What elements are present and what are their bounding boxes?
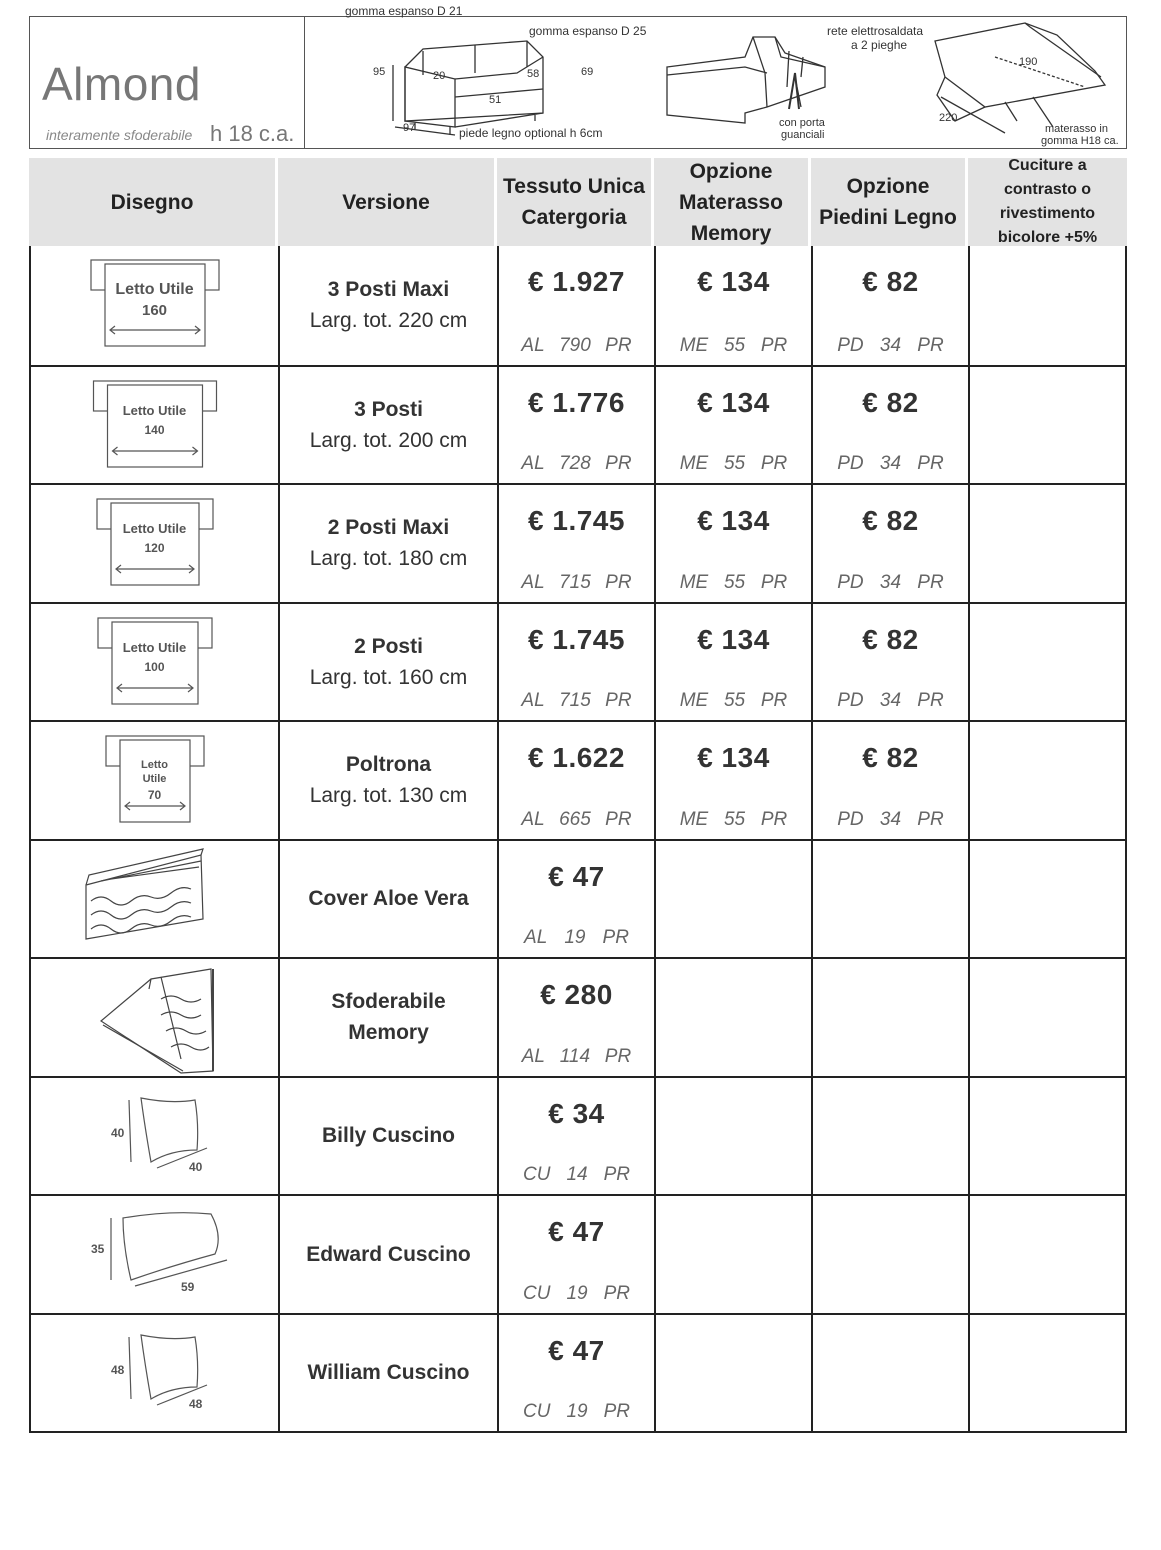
code-suffix: PR — [603, 1401, 630, 1422]
wood-feet-cell — [813, 246, 970, 365]
memory-mattress-cell — [656, 246, 813, 365]
code-number: 34 — [879, 690, 902, 711]
code-suffix: PR — [604, 1045, 632, 1067]
code-number: 19 — [566, 1401, 588, 1422]
version-width: Larg. tot. 200 cm — [309, 428, 468, 452]
label-net-folds: a 2 pieghe — [851, 38, 908, 52]
code-number: 55 — [723, 571, 746, 593]
version-name: Poltrona — [345, 753, 432, 777]
price-table — [29, 158, 1127, 1433]
version-name: Billy Cuscino — [321, 1124, 456, 1148]
drawing-cell — [31, 1315, 280, 1432]
product-header — [29, 4, 1127, 149]
table-row — [31, 365, 1125, 484]
table-row — [31, 1076, 1125, 1195]
version-width: Larg. tot. 160 cm — [309, 665, 468, 689]
code-prefix: ME — [679, 453, 709, 474]
code-number: 114 — [559, 1045, 591, 1067]
brand-height-note: h 18 c.a. — [210, 121, 295, 146]
version-name: William Cuscino — [307, 1361, 470, 1385]
memory-mattress-cell — [656, 722, 813, 839]
contrast-stitching-cell — [970, 1196, 1125, 1313]
memory-code — [656, 572, 811, 594]
memory-mattress-cell — [656, 367, 813, 484]
version-width: Larg. tot. 220 cm — [309, 309, 468, 333]
code-prefix: AL — [521, 1045, 545, 1067]
fabric-price: € 1.745 — [528, 623, 625, 655]
code-suffix: PR — [602, 927, 629, 948]
memory-price: € 134 — [697, 386, 770, 418]
table-row — [31, 720, 1125, 839]
code-suffix: PR — [603, 1282, 630, 1304]
feet-price: € 82 — [862, 266, 919, 297]
version-block — [280, 841, 497, 958]
dim-190: 190 — [1019, 56, 1038, 68]
fabric-price-cell — [499, 1196, 656, 1313]
dim-97: 97 — [403, 122, 416, 134]
bed-size: 100 — [144, 659, 165, 674]
fabric-price-cell — [499, 959, 656, 1076]
code-number: 715 — [559, 571, 591, 593]
dim-58: 58 — [527, 68, 540, 80]
version-cell — [280, 485, 499, 602]
version-cell — [280, 959, 499, 1076]
fabric-code — [499, 453, 654, 475]
bed-label: Letto Utile — [141, 759, 168, 785]
product-drawing — [31, 485, 278, 602]
contrast-stitching-cell — [970, 1315, 1125, 1432]
fabric-code — [499, 1046, 654, 1068]
dim-69: 69 — [581, 66, 594, 78]
feet-code — [813, 809, 968, 831]
product-drawing — [31, 841, 278, 958]
drawing-cell — [31, 1078, 280, 1195]
version-cell — [280, 841, 499, 958]
drawing-cell — [31, 1196, 280, 1313]
pillow-dim-width: 48 — [189, 1396, 203, 1411]
col-header-disegno: Disegno — [29, 158, 278, 246]
label-cushion-holder: con porta — [779, 117, 825, 129]
version-cell — [280, 1196, 499, 1313]
pillow-dim-height: 40 — [111, 1125, 125, 1140]
bed-size: 160 — [141, 302, 168, 319]
wood-feet-cell — [813, 367, 970, 484]
contrast-stitching-cell — [970, 367, 1125, 484]
version-block — [280, 1315, 497, 1432]
code-number: 34 — [879, 334, 902, 356]
memory-code — [656, 809, 811, 831]
table-body — [29, 246, 1127, 1433]
code-number: 55 — [723, 334, 746, 356]
wood-feet-cell — [813, 1315, 970, 1432]
memory-code — [656, 453, 811, 475]
version-cell — [280, 604, 499, 721]
version-width: Larg. tot. 130 cm — [309, 784, 468, 808]
table-row — [31, 246, 1125, 365]
code-prefix: PD — [837, 571, 864, 593]
code-suffix: PR — [603, 1164, 630, 1185]
pillow-dim-width: 40 — [189, 1159, 203, 1174]
wood-feet-cell — [813, 1196, 970, 1313]
code-suffix: PR — [760, 690, 788, 711]
fabric-price-cell — [499, 722, 656, 839]
drawing-cell — [31, 722, 280, 839]
memory-price: € 134 — [697, 266, 770, 297]
code-suffix: PR — [760, 453, 788, 474]
fabric-code — [499, 572, 654, 594]
code-number: 55 — [723, 690, 746, 711]
dim-95: 95 — [373, 66, 386, 78]
col-header-cuciture: Cuciture a contrasto o rivestimento bicolore +5% — [968, 158, 1127, 246]
contrast-stitching-cell — [970, 246, 1125, 365]
label-foam-d21: gomma espanso D 21 — [345, 4, 463, 18]
version-name: 2 Posti Maxi — [327, 516, 450, 540]
label-net: rete elettrosaldata — [827, 24, 924, 38]
brand-subtitle: interamente sfoderabile — [46, 127, 193, 143]
version-cell — [280, 1315, 499, 1432]
code-suffix: PR — [605, 690, 632, 711]
bed-label: Letto Utile — [115, 281, 194, 298]
code-prefix: CU — [523, 1401, 551, 1422]
memory-mattress-cell — [656, 1196, 813, 1313]
code-prefix: AL — [521, 334, 545, 356]
fabric-code — [499, 809, 654, 831]
dim-20: 20 — [433, 70, 446, 82]
code-number: 34 — [879, 571, 902, 593]
feet-price: € 82 — [862, 505, 919, 536]
code-number: 34 — [879, 808, 902, 830]
wood-feet-cell — [813, 604, 970, 721]
brand-box — [30, 17, 305, 148]
code-suffix: PR — [605, 571, 632, 593]
dim-51: 51 — [489, 94, 502, 106]
feet-price: € 82 — [862, 623, 919, 655]
fabric-price: € 47 — [548, 1334, 605, 1366]
pillow-drawing-svg — [31, 1078, 276, 1194]
code-suffix: PR — [760, 808, 788, 830]
version-block — [280, 722, 497, 839]
wood-feet-cell — [813, 841, 970, 958]
memory-code — [656, 690, 811, 712]
fabric-price: € 1.927 — [528, 266, 625, 297]
drawing-cell — [31, 246, 280, 365]
label-mattress-2: gomma H18 ca. — [1041, 135, 1119, 147]
table-row — [31, 483, 1125, 602]
fabric-code — [499, 335, 654, 357]
contrast-stitching-cell — [970, 841, 1125, 958]
code-prefix: AL — [521, 690, 545, 711]
fabric-price-cell — [499, 1078, 656, 1195]
code-number: 728 — [559, 453, 591, 474]
table-header — [29, 158, 1127, 246]
code-prefix: AL — [521, 571, 545, 593]
fabric-price: € 280 — [540, 979, 613, 1010]
table-row — [31, 1313, 1125, 1432]
code-prefix: AL — [521, 808, 545, 830]
code-suffix: PR — [917, 334, 944, 356]
code-prefix: AL — [524, 927, 548, 948]
code-number: 19 — [564, 927, 586, 948]
bed-size: 140 — [144, 422, 165, 437]
memory-mattress-cell — [656, 1078, 813, 1195]
fabric-price-cell — [499, 246, 656, 365]
feet-code — [813, 335, 968, 357]
product-drawing — [31, 722, 278, 839]
code-number: 665 — [559, 808, 591, 830]
memory-code — [656, 335, 811, 357]
fabric-code — [499, 690, 654, 712]
memory-mattress-cell — [656, 485, 813, 602]
feet-code — [813, 453, 968, 475]
pillow-dim-width: 59 — [181, 1280, 195, 1294]
pillow-drawing-svg — [31, 1315, 276, 1431]
version-block — [280, 1078, 497, 1195]
fabric-price-cell — [499, 841, 656, 958]
drawing-cell — [31, 959, 280, 1076]
memory-price: € 134 — [697, 623, 770, 655]
contrast-stitching-cell — [970, 485, 1125, 602]
table-row — [31, 957, 1125, 1076]
contrast-stitching-cell — [970, 1078, 1125, 1195]
fabric-price: € 1.622 — [528, 742, 625, 773]
fabric-price: € 47 — [548, 860, 605, 892]
pillow-long-drawing-svg — [31, 1196, 276, 1312]
dim-220: 220 — [939, 112, 958, 124]
fabric-price-cell — [499, 485, 656, 602]
product-drawing — [31, 604, 278, 721]
version-name: Edward Cuscino — [306, 1242, 471, 1266]
code-prefix: ME — [679, 808, 709, 830]
code-number: 790 — [559, 334, 591, 356]
label-mattress: materasso in — [1045, 123, 1108, 135]
table-row — [31, 1194, 1125, 1313]
memory-mattress-cell — [656, 959, 813, 1076]
code-prefix: AL — [521, 453, 545, 474]
code-suffix: PR — [760, 334, 788, 356]
bed-size: 120 — [144, 541, 165, 555]
fabric-code — [499, 927, 654, 949]
drawing-cell — [31, 485, 280, 602]
drawing-cell — [31, 367, 280, 484]
feet-code — [813, 690, 968, 712]
code-prefix: ME — [679, 571, 709, 593]
fabric-price: € 1.776 — [528, 386, 625, 418]
fabric-price-cell — [499, 367, 656, 484]
memory-price: € 134 — [697, 505, 770, 536]
memory-mattress-cell — [656, 1315, 813, 1432]
code-prefix: PD — [837, 808, 864, 830]
product-drawing — [31, 959, 278, 1076]
code-suffix: PR — [760, 571, 788, 593]
code-prefix: PD — [837, 453, 864, 474]
fabric-code — [499, 1164, 654, 1186]
code-prefix: PD — [837, 334, 864, 356]
sofa-technical-drawing — [305, 17, 1127, 150]
code-number: 715 — [559, 690, 591, 711]
fabric-code — [499, 1401, 654, 1423]
table-row — [31, 602, 1125, 721]
version-block — [280, 1196, 497, 1313]
mattress-unzip-drawing-svg — [31, 959, 276, 1075]
code-suffix: PR — [917, 571, 944, 593]
version-cell — [280, 1078, 499, 1195]
feet-price: € 82 — [862, 742, 919, 773]
code-prefix: PD — [837, 690, 864, 711]
code-suffix: PR — [917, 453, 944, 474]
technical-drawings — [305, 4, 1126, 148]
code-prefix: ME — [679, 334, 709, 356]
label-foam-d25: gomma espanso D 25 — [529, 24, 647, 38]
fabric-code — [499, 1283, 654, 1305]
version-cell — [280, 246, 499, 365]
wood-feet-cell — [813, 722, 970, 839]
code-suffix: PR — [917, 690, 944, 711]
wood-feet-cell — [813, 959, 970, 1076]
pillow-dim-height: 48 — [111, 1362, 125, 1377]
bed-label: Letto Utile — [122, 521, 187, 536]
fabric-price: € 47 — [548, 1216, 605, 1247]
feet-price: € 82 — [862, 386, 919, 418]
code-number: 55 — [723, 808, 746, 830]
memory-price: € 134 — [697, 742, 770, 773]
memory-mattress-cell — [656, 841, 813, 958]
version-block — [280, 485, 497, 602]
version-cell — [280, 722, 499, 839]
feet-code — [813, 572, 968, 594]
contrast-stitching-cell — [970, 722, 1125, 839]
version-block — [280, 246, 497, 365]
label-cushion-holder-2: guanciali — [781, 129, 825, 141]
version-name: 3 Posti — [354, 397, 423, 421]
code-prefix: ME — [679, 690, 709, 711]
product-drawing — [31, 1078, 278, 1195]
version-name: 3 Posti Maxi — [327, 278, 450, 302]
contrast-stitching-cell — [970, 959, 1125, 1076]
version-width: Larg. tot. 180 cm — [309, 547, 468, 571]
label-feet: piede legno optional h 6cm — [459, 126, 603, 140]
code-prefix: CU — [523, 1282, 551, 1304]
col-header-tessuto: Tessuto Unica Catergoria — [497, 158, 654, 246]
col-header-piedini: Opzione Piedini Legno — [811, 158, 968, 246]
version-block — [280, 604, 497, 721]
version-name: Cover Aloe Vera — [308, 887, 469, 911]
code-number: 34 — [879, 453, 902, 474]
version-name: Sfoderabile Memory — [331, 990, 446, 1045]
drawing-cell — [31, 604, 280, 721]
fabric-price: € 1.745 — [528, 505, 625, 536]
code-number: 14 — [566, 1164, 588, 1185]
table-row — [31, 839, 1125, 958]
product-drawing — [31, 367, 278, 484]
code-suffix: PR — [605, 453, 632, 474]
fabric-price-cell — [499, 604, 656, 721]
code-suffix: PR — [605, 808, 632, 830]
version-block — [280, 959, 497, 1076]
wood-feet-cell — [813, 1078, 970, 1195]
memory-mattress-cell — [656, 604, 813, 721]
col-header-versione: Versione — [278, 158, 497, 246]
code-number: 55 — [723, 453, 746, 474]
mattress-drawing-svg — [31, 841, 276, 957]
code-number: 19 — [566, 1282, 588, 1304]
code-suffix: PR — [605, 334, 632, 356]
product-drawing — [31, 1196, 278, 1313]
fabric-price-cell — [499, 1315, 656, 1432]
version-name: 2 Posti — [354, 634, 423, 658]
version-block — [280, 367, 497, 484]
code-prefix: CU — [523, 1164, 551, 1185]
contrast-stitching-cell — [970, 604, 1125, 721]
code-suffix: PR — [917, 808, 944, 830]
bed-size: 70 — [147, 788, 162, 802]
bed-label: Letto Utile — [122, 402, 187, 418]
bed-label: Letto Utile — [122, 639, 187, 655]
wood-feet-cell — [813, 485, 970, 602]
brand-name: Almond — [42, 58, 201, 110]
product-drawing — [31, 1315, 278, 1432]
pillow-dim-height: 35 — [91, 1242, 105, 1256]
fabric-price: € 34 — [548, 1097, 605, 1129]
drawing-cell — [31, 841, 280, 958]
product-drawing — [31, 246, 278, 365]
version-cell — [280, 367, 499, 484]
col-header-materasso: Opzione Materasso Memory — [654, 158, 811, 246]
